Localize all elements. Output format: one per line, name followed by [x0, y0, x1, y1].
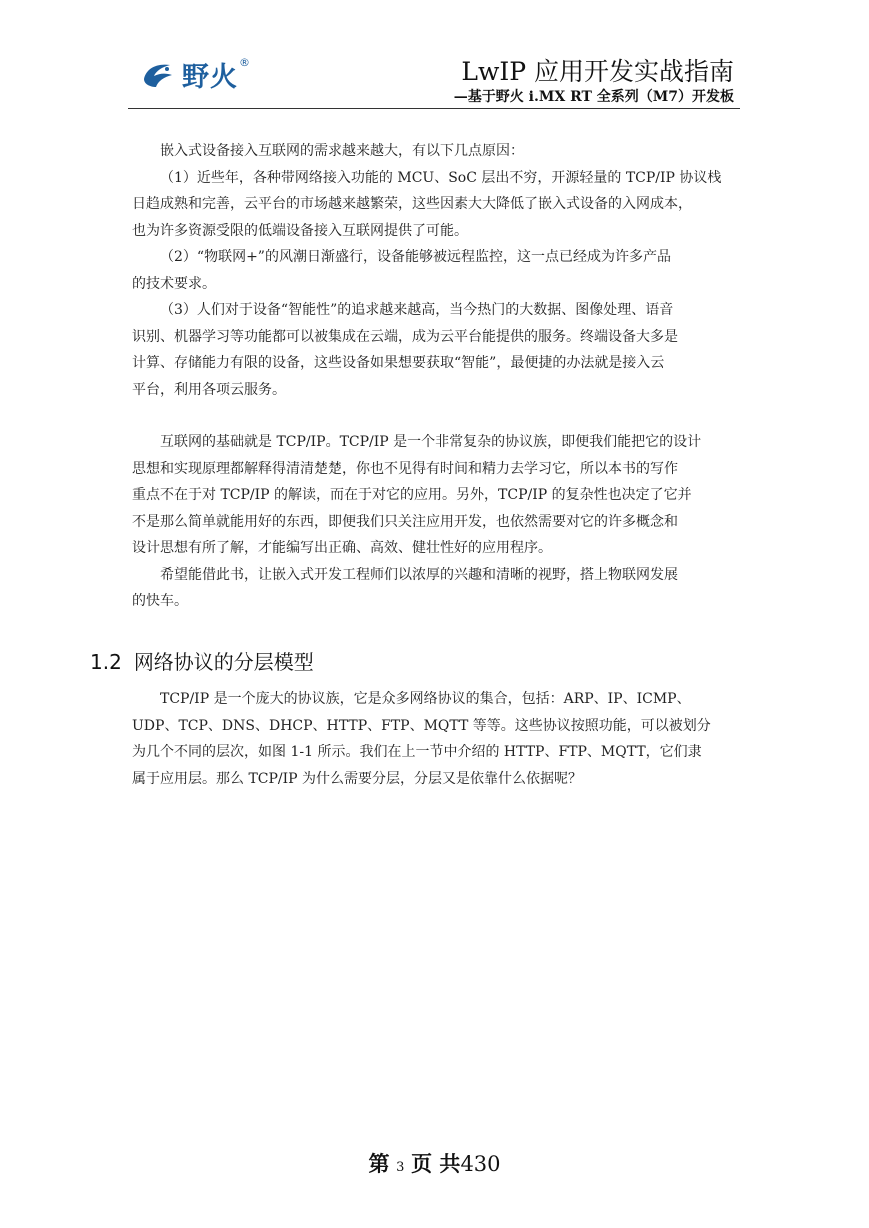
book-title: LwIP 应用开发实战指南: [461, 57, 734, 86]
section-heading: [90, 646, 314, 675]
text-line: 为几个不同的层次，如图 1-1 所示。我们在上一节中介绍的 HTTP、FTP、MQTT，它们隶: [132, 744, 702, 760]
text-line: 的技术要求。: [132, 275, 216, 292]
page-header: [128, 44, 740, 109]
text-line: 互联网的基础就是 TCP/IP。TCP/IP 是一个非常复杂的协议族，即便我们能把它的设计: [160, 434, 702, 450]
text-line: 希望能借此书，让嵌入式开发工程师们以浓厚的兴趣和清晰的视野，搭上物联网发展: [160, 566, 678, 583]
text-line: （1）近些年，各种带网络接入功能的 MCU、SoC 层出不穷，开源轻量的 TCP/IP 协议栈: [160, 169, 722, 186]
text-line: 的快车。: [132, 593, 188, 609]
intro-paragraphs: [132, 138, 744, 403]
text-line: TCP/IP 是一个庞大的协议族，它是众多网络协议的集合，包括：ARP、IP、ICMP、: [160, 691, 691, 707]
footer-middle: 页 共: [411, 1151, 461, 1176]
text-line: 嵌入式设备接入互联网的需求越来越大，有以下几点原因：: [160, 143, 524, 159]
text-line: 识别、机器学习等功能都可以被集成在云端，成为云平台能提供的服务。终端设备大多是: [132, 328, 678, 345]
text-line: （2）“物联网+”的风潮日渐盛行，设备能够被远程监控，这一点已经成为许多产品: [160, 249, 671, 265]
flame-logo-icon: [140, 59, 176, 89]
tcpip-paragraphs: [132, 429, 744, 615]
page-number: 3: [396, 1160, 405, 1175]
total-pages: 430: [460, 1152, 501, 1176]
section-paragraphs: [132, 686, 744, 792]
text-line: 设计思想有所了解，才能编写出正确、高效、健壮性好的应用程序。: [132, 540, 552, 556]
registered-mark: ®: [239, 55, 250, 69]
text-line: 重点不在于对 TCP/IP 的解读，而在于对它的应用。另外，TCP/IP 的复杂性也决定了它并: [132, 487, 692, 503]
text-line: 不是那么简单就能用好的东西，即便我们只关注应用开发，也依然需要对它的许多概念和: [132, 513, 678, 530]
text-line: 平台，利用各项云服务。: [132, 381, 286, 398]
text-line: 计算、存储能力有限的设备，这些设备如果想要获取“智能”，最便捷的办法就是接入云: [132, 355, 665, 371]
page-footer: [0, 1148, 869, 1178]
section-number: 1.2: [90, 650, 122, 674]
text-line: （3）人们对于设备“智能性”的追求越来越高，当今热门的大数据、图像处理、语音: [160, 302, 674, 318]
section-title: 网络协议的分层模型: [133, 650, 314, 674]
footer-prefix: 第: [368, 1151, 390, 1176]
text-line: 思想和实现原理都解释得清清楚楚，你也不见得有时间和精力去学习它，所以本书的写作: [132, 460, 678, 477]
text-line: 日趋成熟和完善，云平台的市场越来越繁荣，这些因素大大降低了嵌入式设备的入网成本，: [132, 196, 692, 212]
intro-section: [132, 138, 744, 615]
logo: [140, 54, 250, 94]
text-line: 也为许多资源受限的低端设备接入互联网提供了可能。: [132, 222, 468, 239]
logo-text: 野火: [182, 61, 238, 93]
book-subtitle: —基于野火 i.MX RT 全系列（M7）开发板: [453, 89, 734, 105]
text-line: 属于应用层。那么 TCP/IP 为什么需要分层，分层又是依靠什么依据呢？: [132, 770, 583, 787]
paragraph-gap: [132, 403, 744, 429]
section-body: [132, 686, 744, 792]
text-line: UDP、TCP、DNS、DHCP、HTTP、FTP、MQTT 等等。这些协议按照功能，可以被划分: [132, 717, 711, 734]
